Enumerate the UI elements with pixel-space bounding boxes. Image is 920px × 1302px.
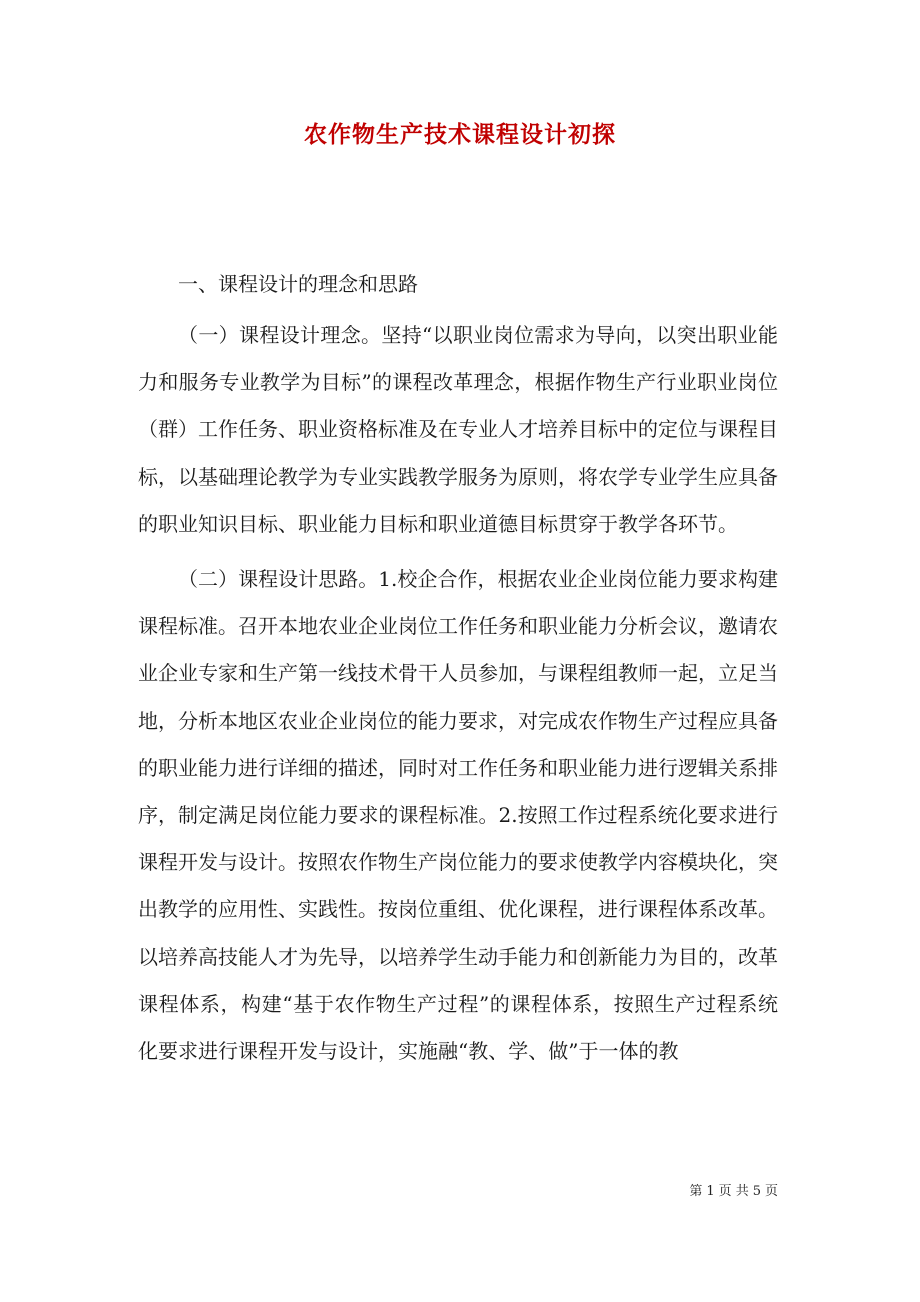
page-footer <box>687 1180 780 1199</box>
footer-total-unit: 页 <box>764 1184 778 1199</box>
footer-page-prefix: 第 <box>689 1184 703 1199</box>
paragraph-design-approach: （二）课程设计思路。1.校企合作，根据农业企业岗位能力要求构建课程标准。召开本地农业企业岗位工作任务和职业能力分析会议，邀请农业企业专家和生产第一线技术骨干人员参加，与课程组教师一起，立足当地，分析本地区农业企业岗位的能力要求，对完成农作物生产过程应具备的职业能力进行详细的描述，同时对工作任务和职业能力进行逻辑关系排序，制定满足岗位能力要求的课程标准。2.按照工作过程系统化要求进行课程开发与设计。按照农作物生产岗位能力的要求使教学内容模块化，突出教学的应用性、实践性。按岗位重组、优化课程，进行课程体系改革。以培养高技能人才为先导，以培养学生动手能力和创新能力为目的，改革课程体系，构建“基于农作物生产过程”的课程体系，按照生产过程系统化要求进行课程开发与设计，实施融“教、学、做”于一体的教 <box>138 567 778 1064</box>
document-body <box>138 258 778 1075</box>
section-heading: 一、课程设计的理念和思路 <box>178 272 418 296</box>
paragraph-design-concept: （一）课程设计理念。坚持“以职业岗位需求为导向，以突出职业能力和服务专业教学为目标”的课程改革理念，根据作物生产行业职业岗位（群）工作任务、职业资格标准及在专业人才培养目标中的定位与课程目标，以基础理论教学为专业实践教学服务为原则，将农学专业学生应具备的职业知识目标、职业能力目标和职业道德目标贯穿于教学各环节。 <box>138 323 778 536</box>
document-title: 农作物生产技术课程设计初探 <box>304 121 616 148</box>
footer-current-page: 1 <box>706 1184 715 1199</box>
footer-page-unit: 页 <box>718 1184 732 1199</box>
footer-total-prefix: 共 <box>735 1184 749 1199</box>
footer-total-pages: 5 <box>752 1184 761 1199</box>
